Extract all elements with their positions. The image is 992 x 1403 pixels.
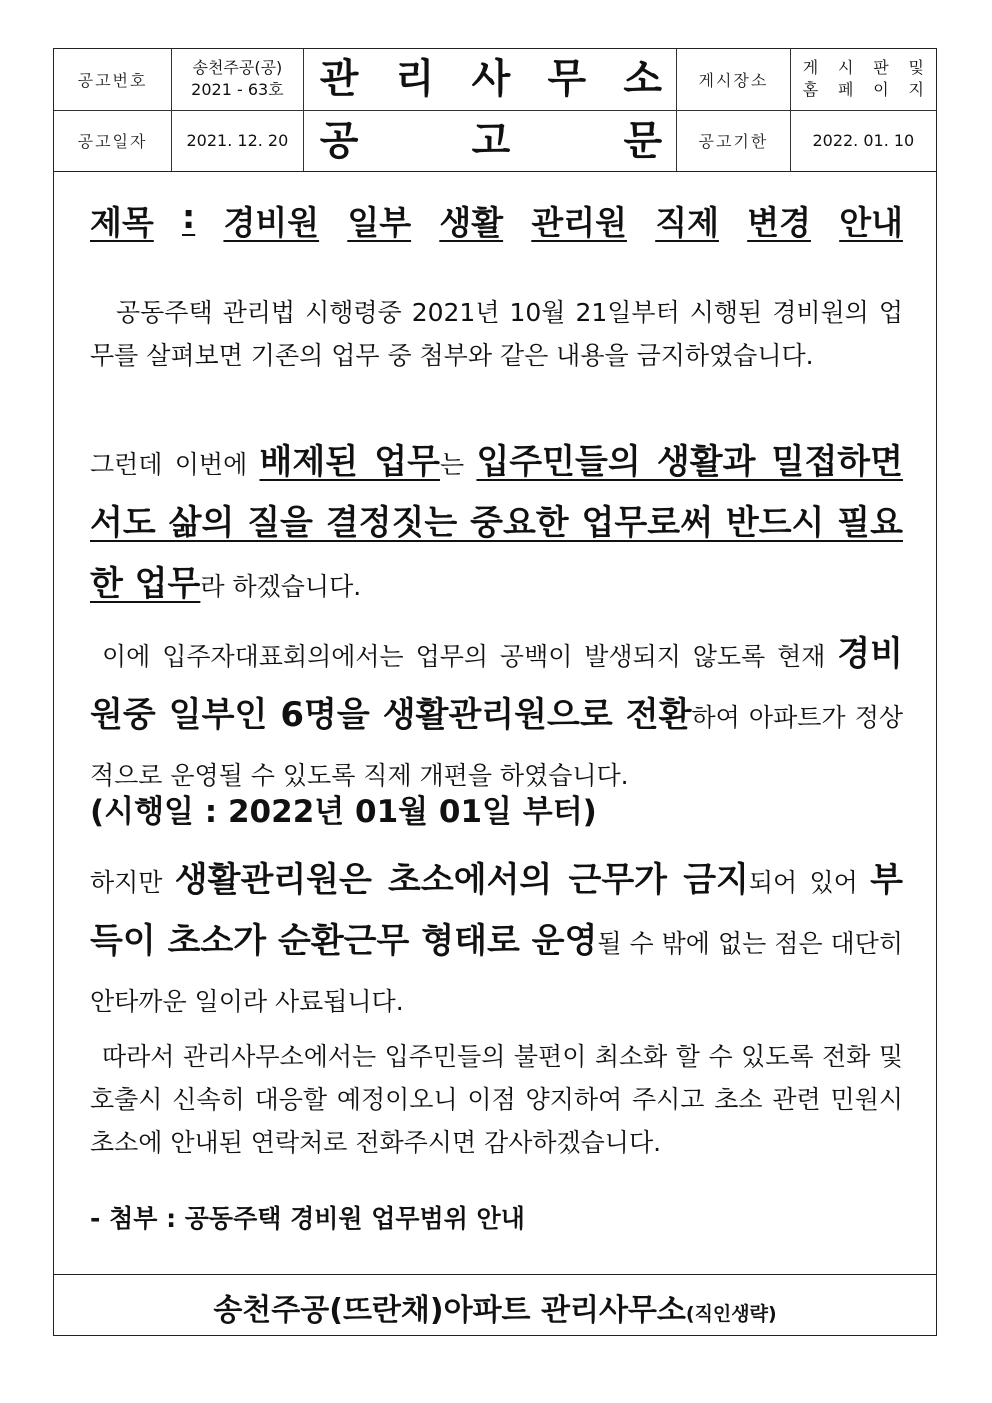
notice-number [172,49,304,110]
paragraph-4-text: 하지만 [90,868,175,897]
post-place-char: 판 [873,58,889,78]
paragraph-3-emphasis: 경비원중 일부인 6명을 생활관리원으로 전환 [90,634,903,735]
effective-date [90,791,903,834]
header-divider [54,171,936,172]
office-title-char: 무 [547,56,587,103]
effective-date-text: (시행일 : 2022년 01월 01일 부터) [90,794,597,830]
paragraph-4-emphasis: 생활관리원은 초소에서의 근무가 금지 [174,860,749,900]
notice-document [53,48,937,1336]
paragraph-2-emphasis: 배제된 업무 [259,442,440,482]
post-place-char: 게 [802,58,819,78]
paragraph-4-text: 될 수 밖에 없는 점은 대단히 안타까운 일이라 사료됩니다. [90,929,903,1016]
paragraph-4-emphasis: 부득이 초소가 순환근무 형태로 운영 [90,860,903,961]
title-word: 직제 [655,203,719,242]
notice-word [303,110,676,171]
notice-date-label: 공고일자 [54,110,172,171]
title-word: : [182,197,196,236]
notice-number-label: 공고번호 [54,49,172,110]
footer-signature [54,1285,936,1329]
paragraph-2-text: 는 [439,450,477,479]
paragraph-2-text: 라 하겠습니다. [200,572,362,601]
title-word: 변경 [747,203,811,242]
notice-date: 2021. 12. 20 [172,110,304,171]
post-place-label: 게시장소 [677,49,791,110]
paragraph-3 [90,625,903,805]
office-title-char: 리 [395,56,435,103]
post-place-char: 시 [837,58,854,78]
office-title-char: 관 [319,56,359,103]
post-place-char: 이 [873,80,889,100]
paragraph-3-text: 이에 입주자대표회의에서는 업무의 공백이 발생되지 않도록 현재 [102,642,838,671]
notice-number-line2: 2021 - 63호 [191,80,284,100]
footer-office-name: 송천주공(뜨란채)아파트 관리사무소 [213,1293,686,1328]
notice-title [90,197,903,244]
notice-word-char: 공 [319,117,359,164]
paragraph-4 [90,851,903,1031]
post-place-char: 및 [908,58,924,78]
paragraph-2-emphasis: 입주민들의 생활과 밀접하면서도 삶의 질을 결정짓는 중요한 업무로써 반드시 필요한 업무 [90,442,903,604]
title-word: 관리원 [531,203,627,242]
notice-header-table [54,49,936,172]
office-title-char: 소 [623,56,663,103]
title-word: 경비원 [223,203,320,242]
deadline-label: 공고기한 [677,110,791,171]
title-word: 제목 [90,203,154,242]
title-word: 안내 [839,203,903,242]
office-title [303,49,676,110]
footer-divider [54,1274,936,1275]
notice-number-line1: 송천주공(공) [192,58,283,78]
paragraph-1 [90,291,903,377]
footer-seal-note: (직인생략) [685,1303,777,1325]
paragraph-1-text: 공동주택 관리법 시행령중 2021년 10월 21일부터 시행된 경비원의 업무를 살펴보면 기존의 업무 중 첨부와 같은 내용을 금지하였습니다. [90,298,903,370]
notice-word-char: 고 [471,117,511,164]
deadline: 2022. 01. 10 [790,110,936,171]
office-title-char: 사 [471,56,511,103]
post-place-char: 홈 [802,80,819,100]
notice-word-char: 문 [623,117,663,164]
paragraph-3-text: 하여 아파트가 정상적으로 운영될 수 있도록 직제 개편을 하였습니다. [90,703,903,790]
paragraph-5 [90,1035,903,1164]
post-place-char: 지 [908,80,924,100]
paragraph-2-text: 그런데 이번에 [90,450,260,479]
paragraph-2 [90,433,903,616]
post-place [790,49,936,110]
post-place-char: 페 [837,80,854,100]
title-word: 일부 [347,203,412,242]
title-word: 생활 [439,203,504,242]
attachment-note: - 첨부 : 공동주택 경비원 업무범위 안내 [90,1204,525,1233]
paragraph-5-text: 따라서 관리사무소에서는 입주민들의 불편이 최소화 할 수 있도록 전화 및 호출시 신속히 대응할 예정이오니 이점 양지하여 주시고 초소 관련 민원시 초소에 안내된 연락처로 전화주시면 감사하겠습니다. [90,1042,903,1157]
paragraph-4-text: 되어 있어 [748,868,871,897]
